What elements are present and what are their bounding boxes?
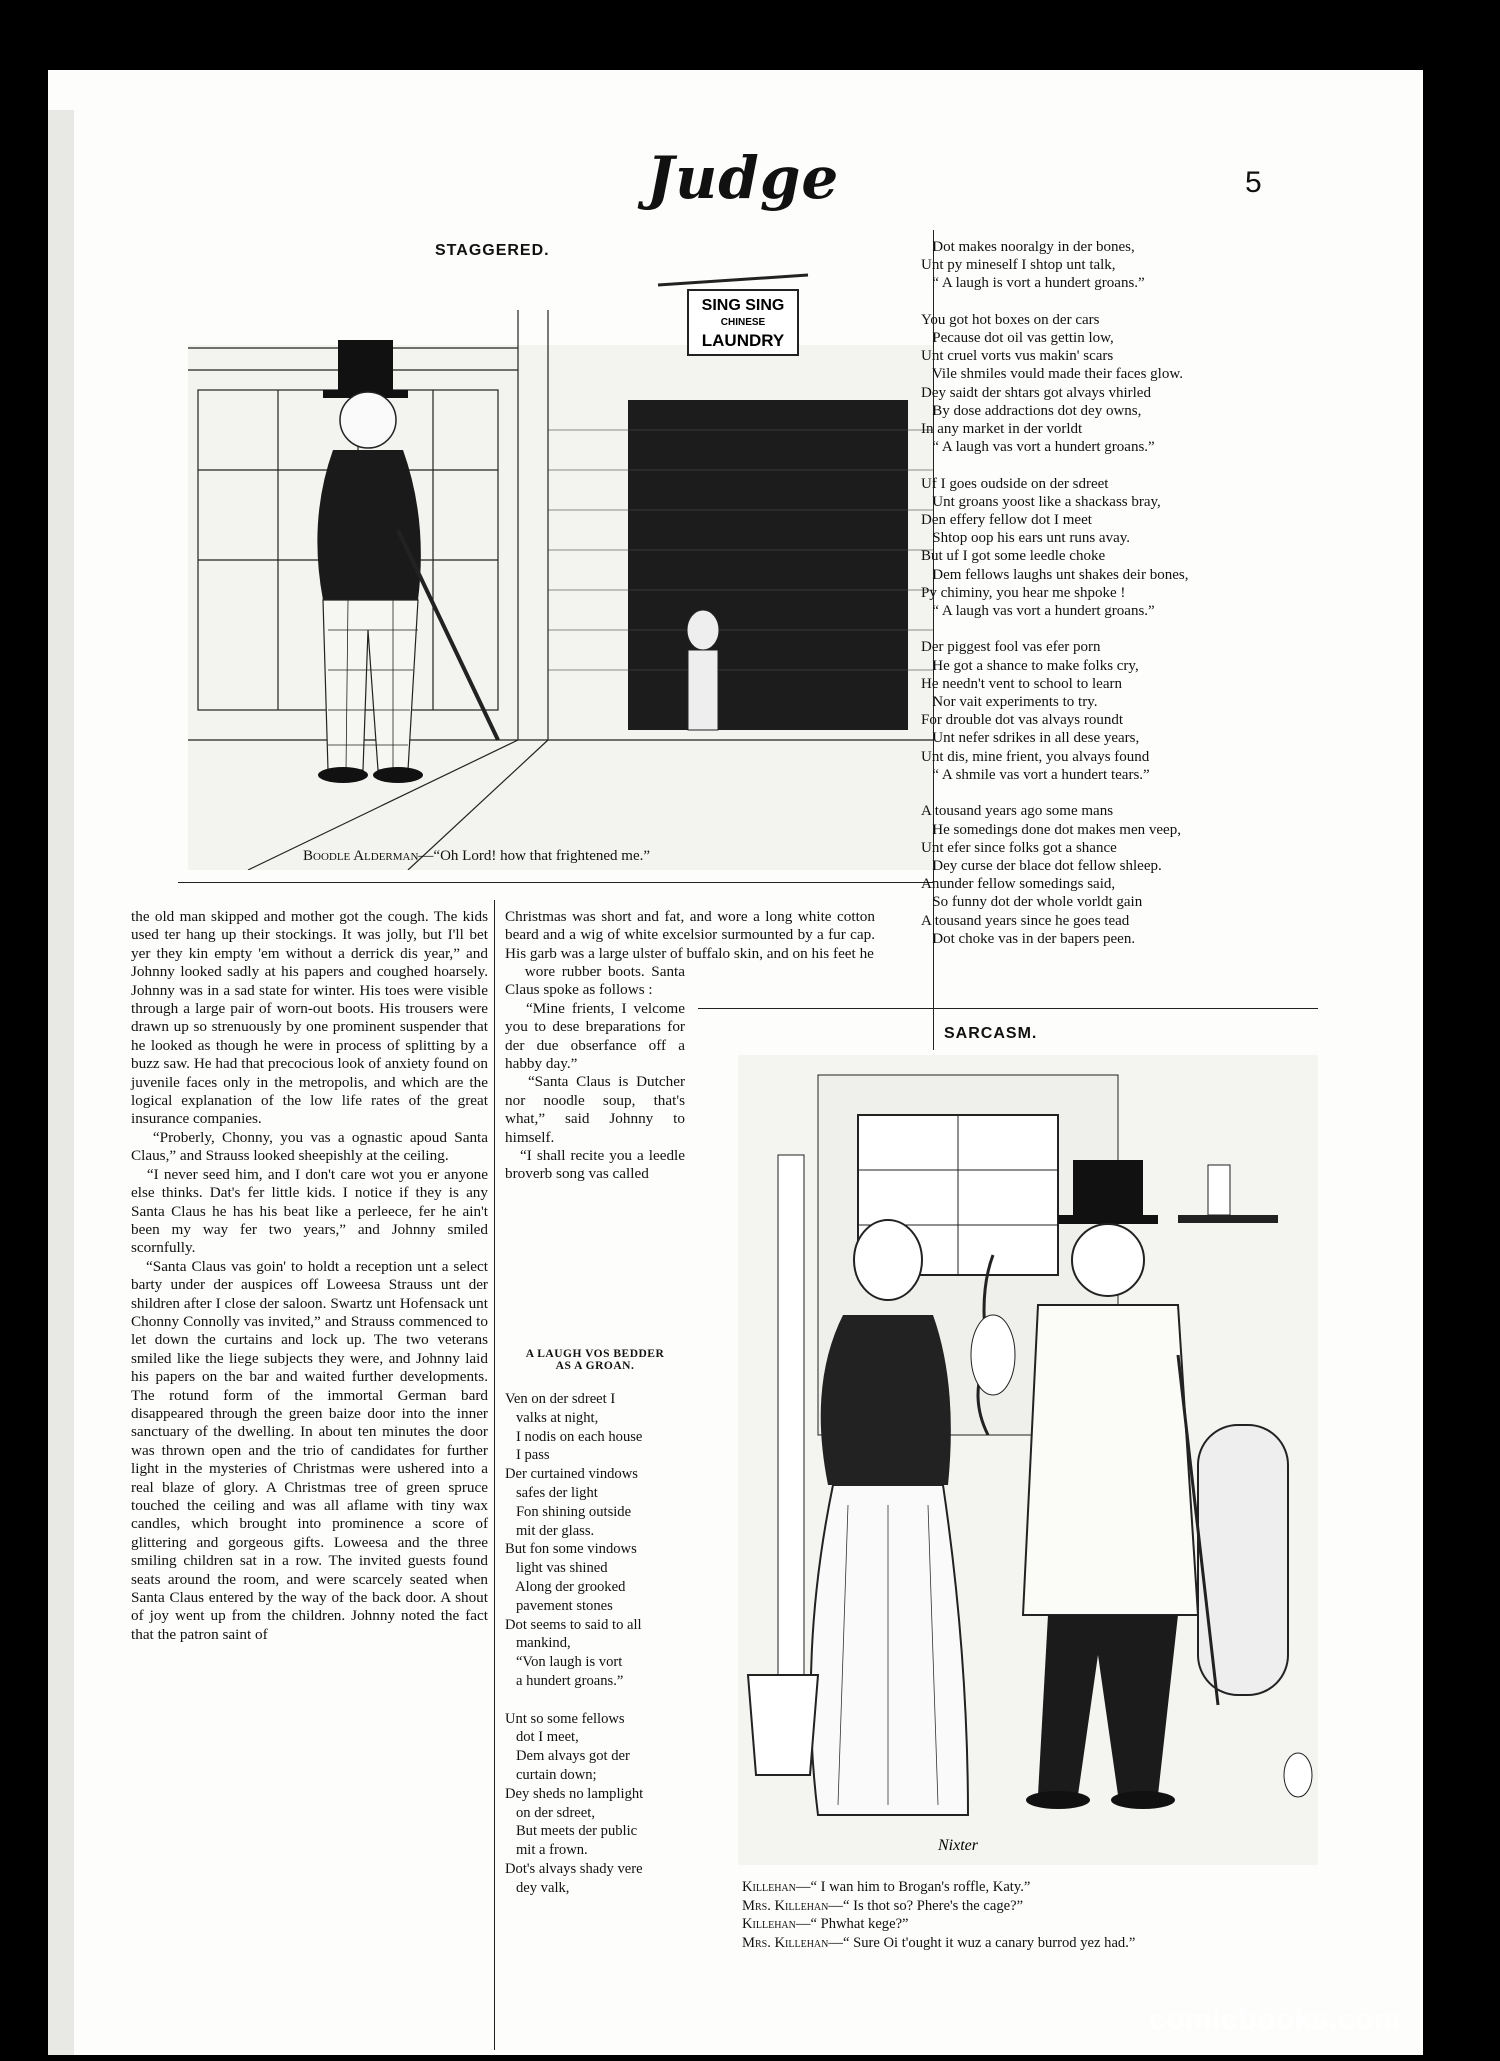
poem-right-line: He needn't vent to school to learn: [921, 675, 1122, 692]
poem-right-line: Vile shmiles vould made their faces glow.: [921, 366, 1183, 383]
masthead-judge-logo: Judge: [646, 144, 840, 212]
poem-right-line: So funny dot der whole vorldt gain: [921, 894, 1143, 911]
caption-quote: —“ Phwhat kege?”: [795, 1916, 909, 1933]
poem-mid-line: Dot's alvays shady vere: [505, 1860, 643, 1877]
poem-right-line: Nor vait experiments to try.: [921, 694, 1098, 711]
poem-mid-line: curtain down;: [505, 1766, 597, 1783]
caption-quote: —“ Sure Oi t'ought it wuz a canary burrod yez had.”: [828, 1934, 1136, 1951]
poem-mid-title-line1: A LAUGH VOS BEDDER: [525, 1348, 665, 1360]
caption-row: [742, 1934, 1135, 1953]
poem-mid-line: a hundert groans.”: [505, 1672, 624, 1689]
poem-mid-line: Fon shining outside: [505, 1503, 632, 1520]
poem-mid-line: dey valk,: [505, 1879, 570, 1896]
poem-mid-line: But fon some vindows: [505, 1541, 637, 1558]
poem-right-line: Unt efer since folks got a shance: [921, 839, 1117, 856]
caption-speaker: Mrs. Killehan: [742, 1934, 829, 1951]
poem-right-column: [921, 238, 1188, 948]
poem-right-line: But uf I got some leedle choke: [921, 548, 1106, 565]
cartoon-title-sarcasm: SARCASM.: [944, 1025, 1038, 1042]
story-mid-top: Christmas was short and fat, and wore a long white cotton beard and a wig of white excelsior surmounted by a fur cap. His garb was a large ulster of buffalo skin, and on his feet he: [505, 908, 879, 962]
poem-right-line: Unt dis, mine frient, you alvays found: [921, 748, 1150, 765]
poem-right-line: Dot choke vas in der bapers peen.: [921, 930, 1136, 947]
story-left-column: the old man skipped and mother got the cough. The kids used ter hang up their stockings. It was jolly, but I'll bet yer they kin empty 'em without a derrick dis year,” and Johnny looked sadly at his papers and coughed hoarsely. Johnny was in a sad state for winter. His toes were visible through a large pair of worn-out boots. His trousers were drawn up so strenuously by one prominent suspender that he looked as though he were in process of splitting by a buzz saw. He had that precocious look of anxiety found on juvenile faces only in the metropolis, and which are the logical explanation of the low life rates of the great insurance companies. “Proberly, Chonny, you vas a ognastic apoud Santa Claus,” and Strauss looked sheepishly at the ceiling. “I never seed him, and I don't care wot you er anyone else thinks. Dat's fer little kids. I notice if they is any Santa Claus he has his beat like a perleece, fer he ain't been my way fer two years,” and Johnny smiled scornfully. “Santa Claus vas goin' to holdt a reception unt a select barty under der auspices off Loweesa Strauss unt der shildren after I close der saloon. Swartz unt Hofensack unt Chonny Connolly vas invited,” and Strauss commenced to let down the curtains and lock up. The two veterans smiled like the liege subjects they were, and Johnny laid his papers on the bar and waited further developments. The rotund form of the immortal German bard disappeared through the green baize door into the inner sanctuary of the dwelling. In about ten minutes the door was thrown open and the trio of candidates for further light in the mysteries of Christmas were ushered into a real blaze of glory. A Christmas tree of green spruce touched the ceiling and was all aflame with tiny wax candles, which brought into prominence a score of glittering and gorgeous gifts. Loweesa and the three smiling children sat in a row. The invited guests found seats around the room, and were scarcely seated when Santa Claus entered by the way of the back door. A shout of joy went up from the children. Johnny noted the fact that the patron saint of: [131, 908, 489, 1643]
poem-right-line: Shtop oop his ears unt runs avay.: [921, 530, 1131, 547]
poem-right-line: Pecause dot oil vas gettin low,: [921, 330, 1114, 347]
poem-mid-title-line2: AS A GROAN.: [555, 1360, 635, 1372]
poem-mid-line: “Von laugh is vort: [505, 1654, 623, 1671]
poem-mid-line: But meets der public: [505, 1823, 638, 1840]
poem-mid-line: Dot seems to said to all: [505, 1616, 642, 1633]
poem-right-line: Unt cruel vorts vus makin' scars: [921, 348, 1114, 365]
poem-right-line: Der piggest fool vas efer porn: [921, 639, 1101, 656]
poem-mid-line: pavement stones: [505, 1597, 613, 1614]
poem-right-line: Unt nefer sdrikes in all dese years,: [921, 730, 1140, 747]
poem-mid-line: dot I meet,: [505, 1729, 579, 1746]
poem-right-line: [921, 620, 1188, 638]
caption-row: [742, 1878, 1135, 1897]
poem-mid-line: Dey sheds no lamplight: [505, 1785, 644, 1802]
poem-mid-line: light vas shined: [505, 1560, 608, 1577]
caption-speaker: Mrs. Killehan: [742, 1897, 829, 1914]
cartoon-top-caption: [303, 848, 650, 865]
poem-right-line: Dey curse der blace dot fellow shleep.: [921, 857, 1162, 874]
cartoon-title-staggered: STAGGERED.: [435, 242, 550, 259]
caption-speaker: Killehan: [742, 1916, 796, 1933]
poem-mid-line: mit der glass.: [505, 1522, 595, 1539]
magazine-page: [48, 70, 1423, 2055]
poem-mid-line: Along der grooked: [505, 1578, 626, 1595]
poem-right-line: [921, 293, 1188, 311]
story-mid-narrow: wore rubber boots. Santa Claus spoke as follows : “Mine frients, I velcome you to dese breparations for der due obserfance off a habby day.” “Santa Claus is Dutcher nor noodle soup, that's what,” said Johnny to himself. “I shall recite you a leedle broverb song vas called: [505, 963, 686, 1183]
artist-signature: Nixter: [938, 1837, 978, 1854]
poem-right-line: Uf I goes oudside on der sdreet: [921, 475, 1109, 492]
poem-right-line: Anunder fellow somedings said,: [921, 876, 1116, 893]
caption-row: [742, 1915, 1135, 1934]
cartoon-bottom-rule: [178, 882, 933, 883]
poem-right-line: “ A laugh vas vort a hundert groans.”: [921, 603, 1155, 620]
poem-mid-line: Unt so some fellows: [505, 1710, 625, 1727]
poem-right-line: “ A laugh is vort a hundert groans.”: [921, 275, 1145, 292]
cartoon-staggered-illustration: [188, 270, 933, 870]
caption-speaker: Killehan: [742, 1879, 796, 1895]
page-number: 5: [1245, 166, 1262, 199]
poem-right-line: [921, 784, 1188, 802]
caption-quote: —“ I wan him to Brogan's roffle, Katy.”: [795, 1879, 1031, 1895]
poem-mid-line: on der sdreet,: [505, 1804, 595, 1821]
poem-right-line: “ A shmile vas vort a hundert tears.”: [921, 766, 1150, 783]
poem-mid-lines: [505, 1390, 643, 1898]
sarcasm-top-rule: [698, 1008, 1318, 1009]
poem-right-line: Dem fellows laughs unt shakes deir bones,: [921, 566, 1189, 583]
poem-mid-line: valks at night,: [505, 1409, 599, 1426]
poem-right-line: “ A laugh vas vort a hundert groans.”: [921, 439, 1155, 456]
poem-right-line: You got hot boxes on der cars: [921, 311, 1100, 328]
column-rule-left: [494, 900, 495, 2050]
poem-right-line: Dey saidt der shtars got alvays vhirled: [921, 384, 1151, 401]
caption-row: [742, 1897, 1135, 1916]
poem-right-line: Unt groans yoost like a shackass bray,: [921, 493, 1161, 510]
poem-mid-line: Der curtained vindows: [505, 1466, 638, 1483]
poem-right-line: Den effery fellow dot I meet: [921, 512, 1092, 529]
watermark-comicbooks: comicbooks.com: [1148, 2003, 1401, 2036]
caption-quote: —“ Is thot so? Phere's the cage?”: [828, 1897, 1024, 1914]
cartoon-bottom-captions: [742, 1878, 1135, 1952]
poem-right-line: A tousand years since he goes tead: [921, 912, 1130, 929]
poem-mid-line: I pass: [505, 1447, 550, 1464]
poem-mid-line: [505, 1691, 643, 1710]
cartoon-sarcasm-illustration: [738, 1055, 1318, 1865]
poem-mid-line: mit a frown.: [505, 1842, 588, 1859]
page-binding-edge: [48, 110, 74, 2055]
poem-right-line: Unt py mineself I shtop unt talk,: [921, 257, 1116, 274]
poem-mid-line: Dem alvays got der: [505, 1748, 630, 1765]
caption-speaker: Boodle Alderman: [303, 848, 419, 864]
poem-mid: [505, 1390, 643, 1898]
poem-mid-line: mankind,: [505, 1635, 571, 1652]
sign-line-2: CHINESE: [720, 317, 766, 328]
poem-right-line: A tousand years ago some mans: [921, 803, 1114, 820]
poem-right-line: Py chiminy, you hear me shpoke !: [921, 584, 1126, 601]
poem-right-line: [921, 456, 1188, 474]
poem-right-line: For drouble dot vas alvays roundt: [921, 712, 1124, 729]
poem-right-lines: [921, 238, 1188, 948]
caption-quote: —“Oh Lord! how that frightened me.”: [418, 848, 651, 864]
poem-right-line: He somedings done dot makes men veep,: [921, 821, 1181, 838]
sign-line-3: LAUNDRY: [701, 331, 785, 350]
poem-right-line: Dot makes nooralgy in der bones,: [921, 239, 1135, 255]
poem-mid-line: safes der light: [505, 1484, 598, 1501]
poem-right-line: He got a shance to make folks cry,: [921, 657, 1139, 674]
sign-line-1: SING SING: [701, 297, 785, 314]
poem-right-line: In any market in der vorldt: [921, 421, 1083, 438]
poem-mid-line: I nodis on each house: [505, 1428, 643, 1445]
poem-mid-title: [505, 1348, 685, 1372]
poem-mid-line: Ven on der sdreet I: [505, 1391, 616, 1407]
poem-right-line: By dose addractions dot dey owns,: [921, 402, 1142, 419]
